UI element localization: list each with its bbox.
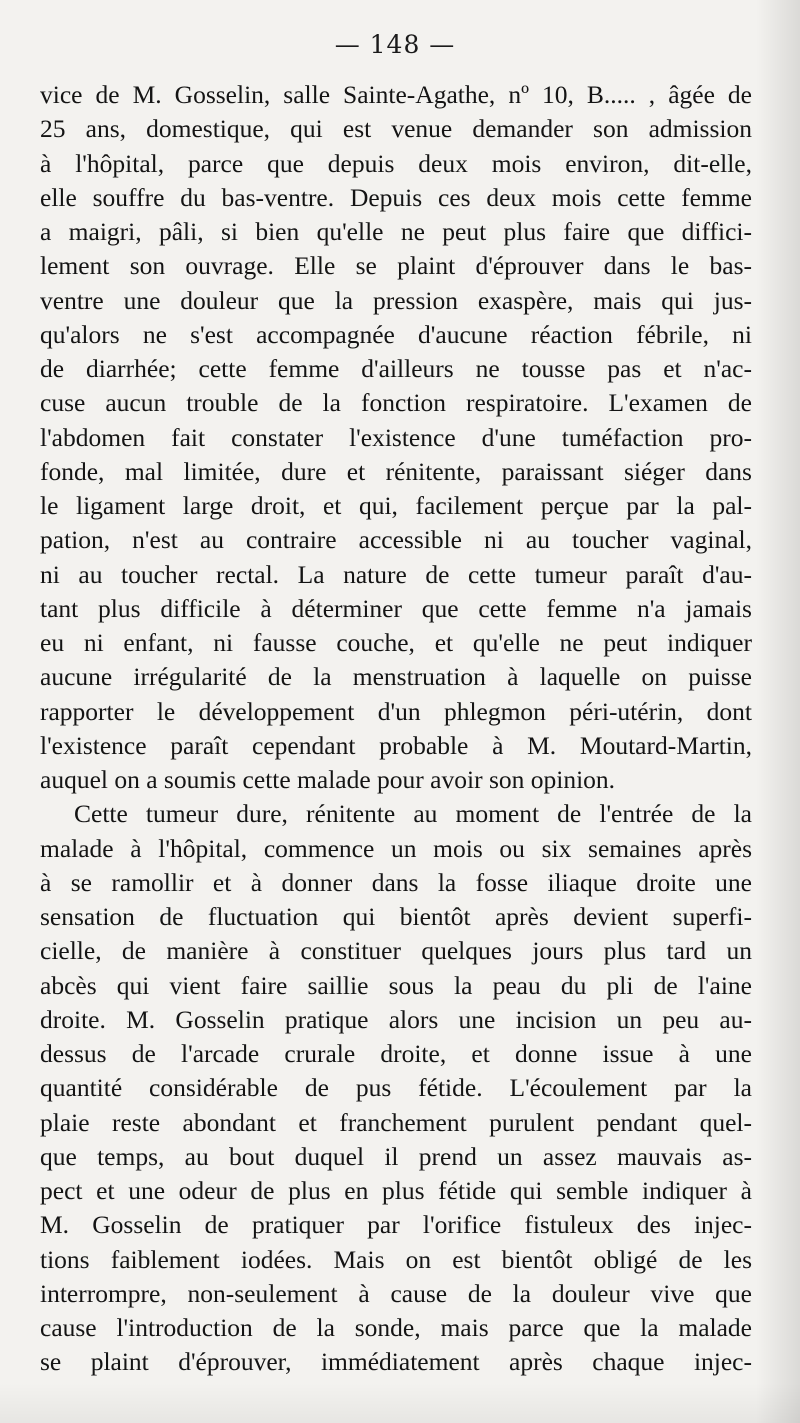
text-line: M. Gosselin de pratiquer par l'orifice fistuleux des injec-	[40, 1210, 752, 1240]
text-line: eu ni enfant, ni fausse couche, et qu'elle ne peut indiquer	[40, 628, 752, 657]
text-line: malade à l'hôpital, commence un mois ou six semaines après	[40, 833, 752, 863]
text-line: plaie reste abondant et franchement purulent pendant quel-	[40, 1107, 752, 1137]
text-line: à l'hôpital, parce que depuis deux mois environ, dit-elle,	[40, 148, 752, 178]
page-edge-shadow	[756, 0, 800, 1423]
text-line: aucune irrégularité de la menstruation à laquelle on puisse	[40, 662, 752, 692]
text-line: de diarrhée; cette femme d'ailleurs ne tousse pas et n'ac-	[40, 354, 752, 383]
text-line: ni au toucher rectal. La nature de cette tumeur paraît d'au-	[40, 559, 752, 589]
text-line: cause l'introduction de la sonde, mais parce que la malade	[40, 1313, 752, 1342]
text-line: l'abdomen fait constater l'existence d'une tuméfaction pro-	[40, 422, 752, 452]
text-line: lement son ouvrage. Elle se plaint d'éprouver dans le bas-	[40, 251, 752, 281]
text-line: qu'alors ne s'est accompagnée d'aucune réaction fébrile, ni	[40, 319, 752, 349]
text-line: droite. M. Gosselin pratique alors une incision un peu au-	[40, 1004, 752, 1034]
text-line: que temps, au bout duquel il prend un assez mauvais as-	[40, 1141, 752, 1171]
text-line: cuse aucun trouble de la fonction respiratoire. L'examen de	[40, 388, 752, 418]
text-line: pation, n'est au contraire accessible ni au toucher vaginal,	[40, 525, 752, 555]
text-line: pect et une odeur de plus en plus fétide qui semble indiquer à	[40, 1176, 752, 1205]
paragraph	[40, 78, 752, 797]
page-bottom-shade	[0, 1383, 800, 1423]
text-line: 25 ans, domestique, qui est venue demander son admission	[40, 114, 752, 144]
text-line: tant plus difficile à déterminer que cette femme n'a jamais	[40, 593, 752, 623]
text-line: à se ramollir et à donner dans la fosse iliaque droite une	[40, 867, 752, 897]
text-line: a maigri, pâli, si bien qu'elle ne peut plus faire que diffici-	[40, 217, 752, 246]
text-line: elle souffre du bas-ventre. Depuis ces deux mois cette femme	[40, 182, 752, 212]
body-text	[40, 78, 752, 1380]
paragraph-container	[40, 78, 752, 1380]
text-line: l'existence paraît cependant probable à M. Moutard-Martin,	[40, 730, 752, 760]
text-line: le ligament large droit, et qui, facilement perçue par la pal-	[40, 491, 752, 520]
text-line: interrompre, non-seulement à cause de la douleur vive que	[40, 1278, 752, 1308]
text-line: sensation de fluctuation qui bientôt après devient superfi-	[40, 902, 752, 931]
text-line: vice de M. Gosselin, salle Sainte-Agathe, nº 10, B..... , âgée de	[40, 80, 752, 109]
text-line: Cette tumeur dure, rénitente au moment de l'entrée de la	[74, 799, 752, 829]
paragraph	[40, 797, 752, 1379]
text-line: quantité considérable de pus fétide. L'écoulement par la	[40, 1073, 752, 1103]
text-line: cielle, de manière à constituer quelques jours plus tard un	[40, 936, 752, 966]
page-number: — 148 —	[334, 30, 456, 59]
text-line: rapporter le développement d'un phlegmon péri-utérin, dont	[40, 696, 752, 726]
text-line: tions faiblement iodées. Mais on est bientôt obligé de les	[40, 1244, 752, 1274]
text-line: fonde, mal limitée, dure et rénitente, paraissant siéger dans	[40, 456, 752, 486]
text-line: auquel on a soumis cette malade pour avoir son opinion.	[40, 765, 616, 794]
text-line: abcès qui vient faire saillie sous la peau du pli de l'aine	[40, 970, 752, 1000]
text-line: dessus de l'arcade crurale droite, et donne issue à une	[40, 1039, 752, 1068]
text-line: se plaint d'éprouver, immédiatement après chaque injec-	[40, 1347, 752, 1377]
text-line: ventre une douleur que la pression exaspère, mais qui jus-	[40, 285, 752, 315]
